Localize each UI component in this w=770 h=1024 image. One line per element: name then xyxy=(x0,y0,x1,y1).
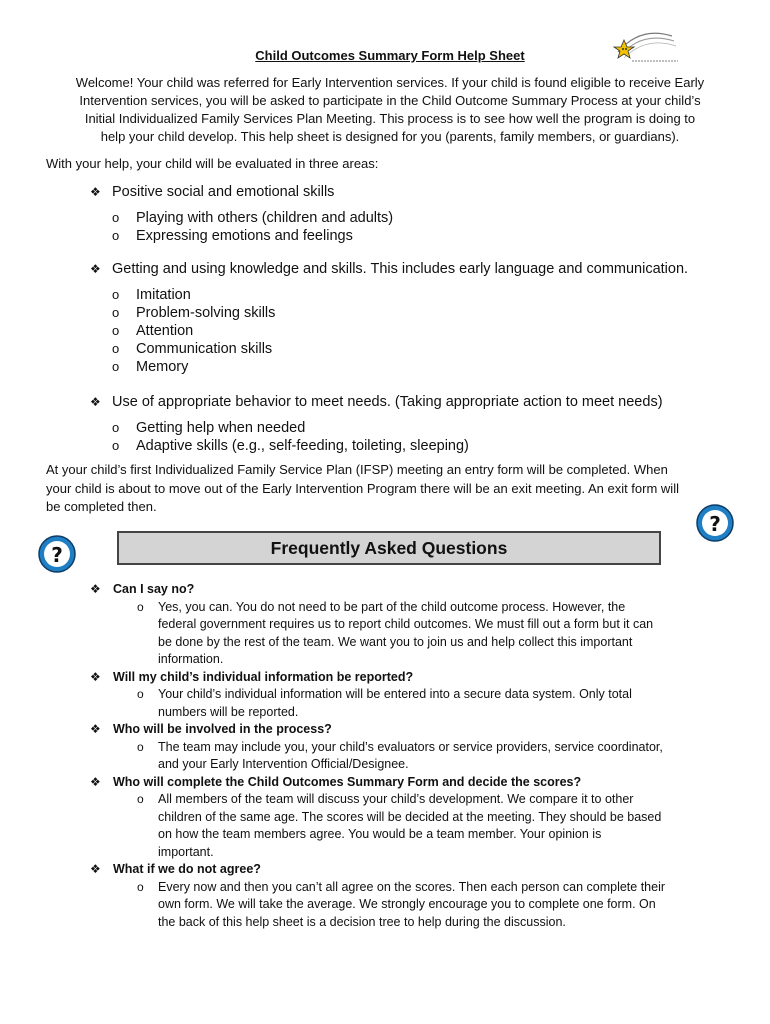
list-item xyxy=(112,304,275,322)
list-item-text: Imitation xyxy=(136,287,191,303)
sub-bullet-icon: o xyxy=(137,687,144,701)
bullet-icon: ❖ xyxy=(90,262,101,276)
faq-answer-line: Every now and then you can’t all agree on the scores. Then each person can complete their xyxy=(158,879,666,894)
bullet-icon: ❖ xyxy=(90,395,101,409)
sub-bullet-icon: o xyxy=(112,287,120,302)
svg-text:?: ? xyxy=(51,543,63,567)
bullet-icon: ❖ xyxy=(90,185,101,199)
faq-answer-line: Your child’s individual information will be entered into a secure data system. Only total xyxy=(158,687,632,701)
intro-line: help your child develop. This help sheet is designed for you (parents, family members, or guardians). xyxy=(100,129,680,144)
area-label: Positive social and emotional skills xyxy=(112,184,335,200)
faq-heading: Frequently Asked Questions xyxy=(117,531,661,565)
bullet-icon: ❖ xyxy=(90,582,101,596)
ifsp-line: be completed then. xyxy=(46,499,157,514)
intro-line: Welcome! Your child was referred for Early Intervention services. If your child is found eligible to receive Early xyxy=(75,75,705,90)
faq-answer-line: information. xyxy=(158,652,224,666)
bullet-icon: ❖ xyxy=(90,862,101,876)
faq-question xyxy=(90,581,730,599)
list-item xyxy=(112,227,393,245)
sub-bullet-icon: o xyxy=(112,420,120,435)
list-item-text: Attention xyxy=(136,323,194,339)
question-mark-icon xyxy=(37,534,77,574)
sub-bullet-icon: o xyxy=(112,341,120,356)
intro-paragraph xyxy=(40,74,740,146)
sub-list xyxy=(112,419,469,455)
area-item xyxy=(90,393,663,411)
sub-bullet-icon: o xyxy=(137,792,144,806)
faq-answer-line: the back of this help sheet is a decision tree to help during the discussion. xyxy=(158,914,566,929)
list-item-text: Problem-solving skills xyxy=(136,305,276,321)
faq-question xyxy=(90,721,730,739)
faq-answer-line: The team may include you, your child’s evaluators or service providers, service coordinator, xyxy=(158,739,663,754)
faq-question-text: Who will be involved in the process? xyxy=(113,722,332,736)
faq-question-text: Who will complete the Child Outcomes Summary Form and decide the scores? xyxy=(113,774,582,789)
list-item-text: Communication skills xyxy=(136,341,273,357)
faq-answer-line: children of the same age. The scores will be decided at the meeting. They should be based xyxy=(158,809,662,824)
list-item xyxy=(112,209,393,227)
list-item xyxy=(112,419,469,437)
sub-bullet-icon: o xyxy=(137,739,144,754)
faq-answer xyxy=(90,791,730,861)
faq-answer xyxy=(90,879,730,932)
faq-answer-line: own form. We will take the average. We strongly encourage you to complete one form. On xyxy=(158,897,656,911)
faq-answer-line: important. xyxy=(158,844,214,859)
sub-bullet-icon: o xyxy=(137,879,144,894)
area-label: Getting and using knowledge and skills. This includes early language and communication. xyxy=(112,261,689,277)
sub-bullet-icon: o xyxy=(112,305,120,320)
area-item xyxy=(90,183,334,201)
sub-bullet-icon: o xyxy=(112,359,120,374)
area-label: Use of appropriate behavior to meet needs. (Taking appropriate action to meet needs) xyxy=(112,394,663,410)
list-item xyxy=(112,286,275,304)
faq-question xyxy=(90,774,730,792)
list-item-text: Memory xyxy=(136,359,189,375)
list-item-text: Playing with others (children and adults) xyxy=(136,210,394,226)
faq-list xyxy=(90,581,730,931)
areas-lead-in: With your help, your child will be evaluated in three areas: xyxy=(46,156,379,171)
faq-answer-line: on how the team members agree. You would be a team member. Your opinion is xyxy=(158,827,602,841)
sub-bullet-icon: o xyxy=(112,323,120,338)
faq-question xyxy=(90,669,730,687)
faq-answer xyxy=(90,739,730,774)
sub-bullet-icon: o xyxy=(112,210,120,225)
list-item-text: Adaptive skills (e.g., self-feeding, toileting, sleeping) xyxy=(136,438,469,454)
faq-answer-line: Yes, you can. You do not need to be part of the child outcome process. However, the xyxy=(158,599,626,614)
intro-line: Initial Individualized Family Services Plan Meeting. This process is to see how well the program is doing to xyxy=(84,111,696,126)
faq-question-text: Can I say no? xyxy=(113,582,195,596)
sub-bullet-icon: o xyxy=(112,438,120,453)
sub-bullet-icon: o xyxy=(137,599,144,614)
list-item xyxy=(112,322,275,340)
list-item xyxy=(112,437,469,455)
sub-list xyxy=(112,209,393,245)
bullet-icon: ❖ xyxy=(90,722,101,736)
bullet-icon: ❖ xyxy=(90,669,101,684)
faq-answer xyxy=(90,599,730,669)
faq-question xyxy=(90,861,730,879)
faq-answer-line: federal government requires us to report child outcomes. We must fill out a form but it can xyxy=(158,617,654,631)
faq-question-text: What if we do not agree? xyxy=(113,862,261,876)
faq-answer xyxy=(90,686,730,721)
ifsp-line: your child is about to move out of the Early Intervention Program there will be an exit meeting. An exit form will xyxy=(46,480,679,496)
ifsp-paragraph xyxy=(46,461,736,517)
area-item xyxy=(90,260,688,278)
bullet-icon: ❖ xyxy=(90,774,101,789)
question-mark-icon xyxy=(695,503,735,543)
sub-list xyxy=(112,286,275,376)
ifsp-line: At your child’s first Individualized Family Service Plan (IFSP) meeting an entry form will be completed. When xyxy=(46,462,668,477)
faq-answer-line: numbers will be reported. xyxy=(158,704,299,719)
list-item-text: Expressing emotions and feelings xyxy=(136,228,353,244)
list-item xyxy=(112,340,275,358)
list-item xyxy=(112,358,275,376)
list-item-text: Getting help when needed xyxy=(136,420,306,436)
intro-line: Intervention services, you will be asked to participate in the Child Outcome Summary Process at your child’s xyxy=(79,93,701,108)
sub-bullet-icon: o xyxy=(112,228,120,243)
faq-question-text: Will my child’s individual information be reported? xyxy=(113,669,414,684)
svg-text:?: ? xyxy=(709,512,721,536)
faq-answer-line: All members of the team will discuss your child’s development. We compare it to other xyxy=(158,792,634,806)
faq-answer-line: be done by the rest of the team. We want you to join us and help collect this important xyxy=(158,634,633,649)
faq-answer-line: and your Early Intervention Official/Designee. xyxy=(158,757,409,771)
page-title: Child Outcomes Summary Form Help Sheet xyxy=(255,48,525,63)
